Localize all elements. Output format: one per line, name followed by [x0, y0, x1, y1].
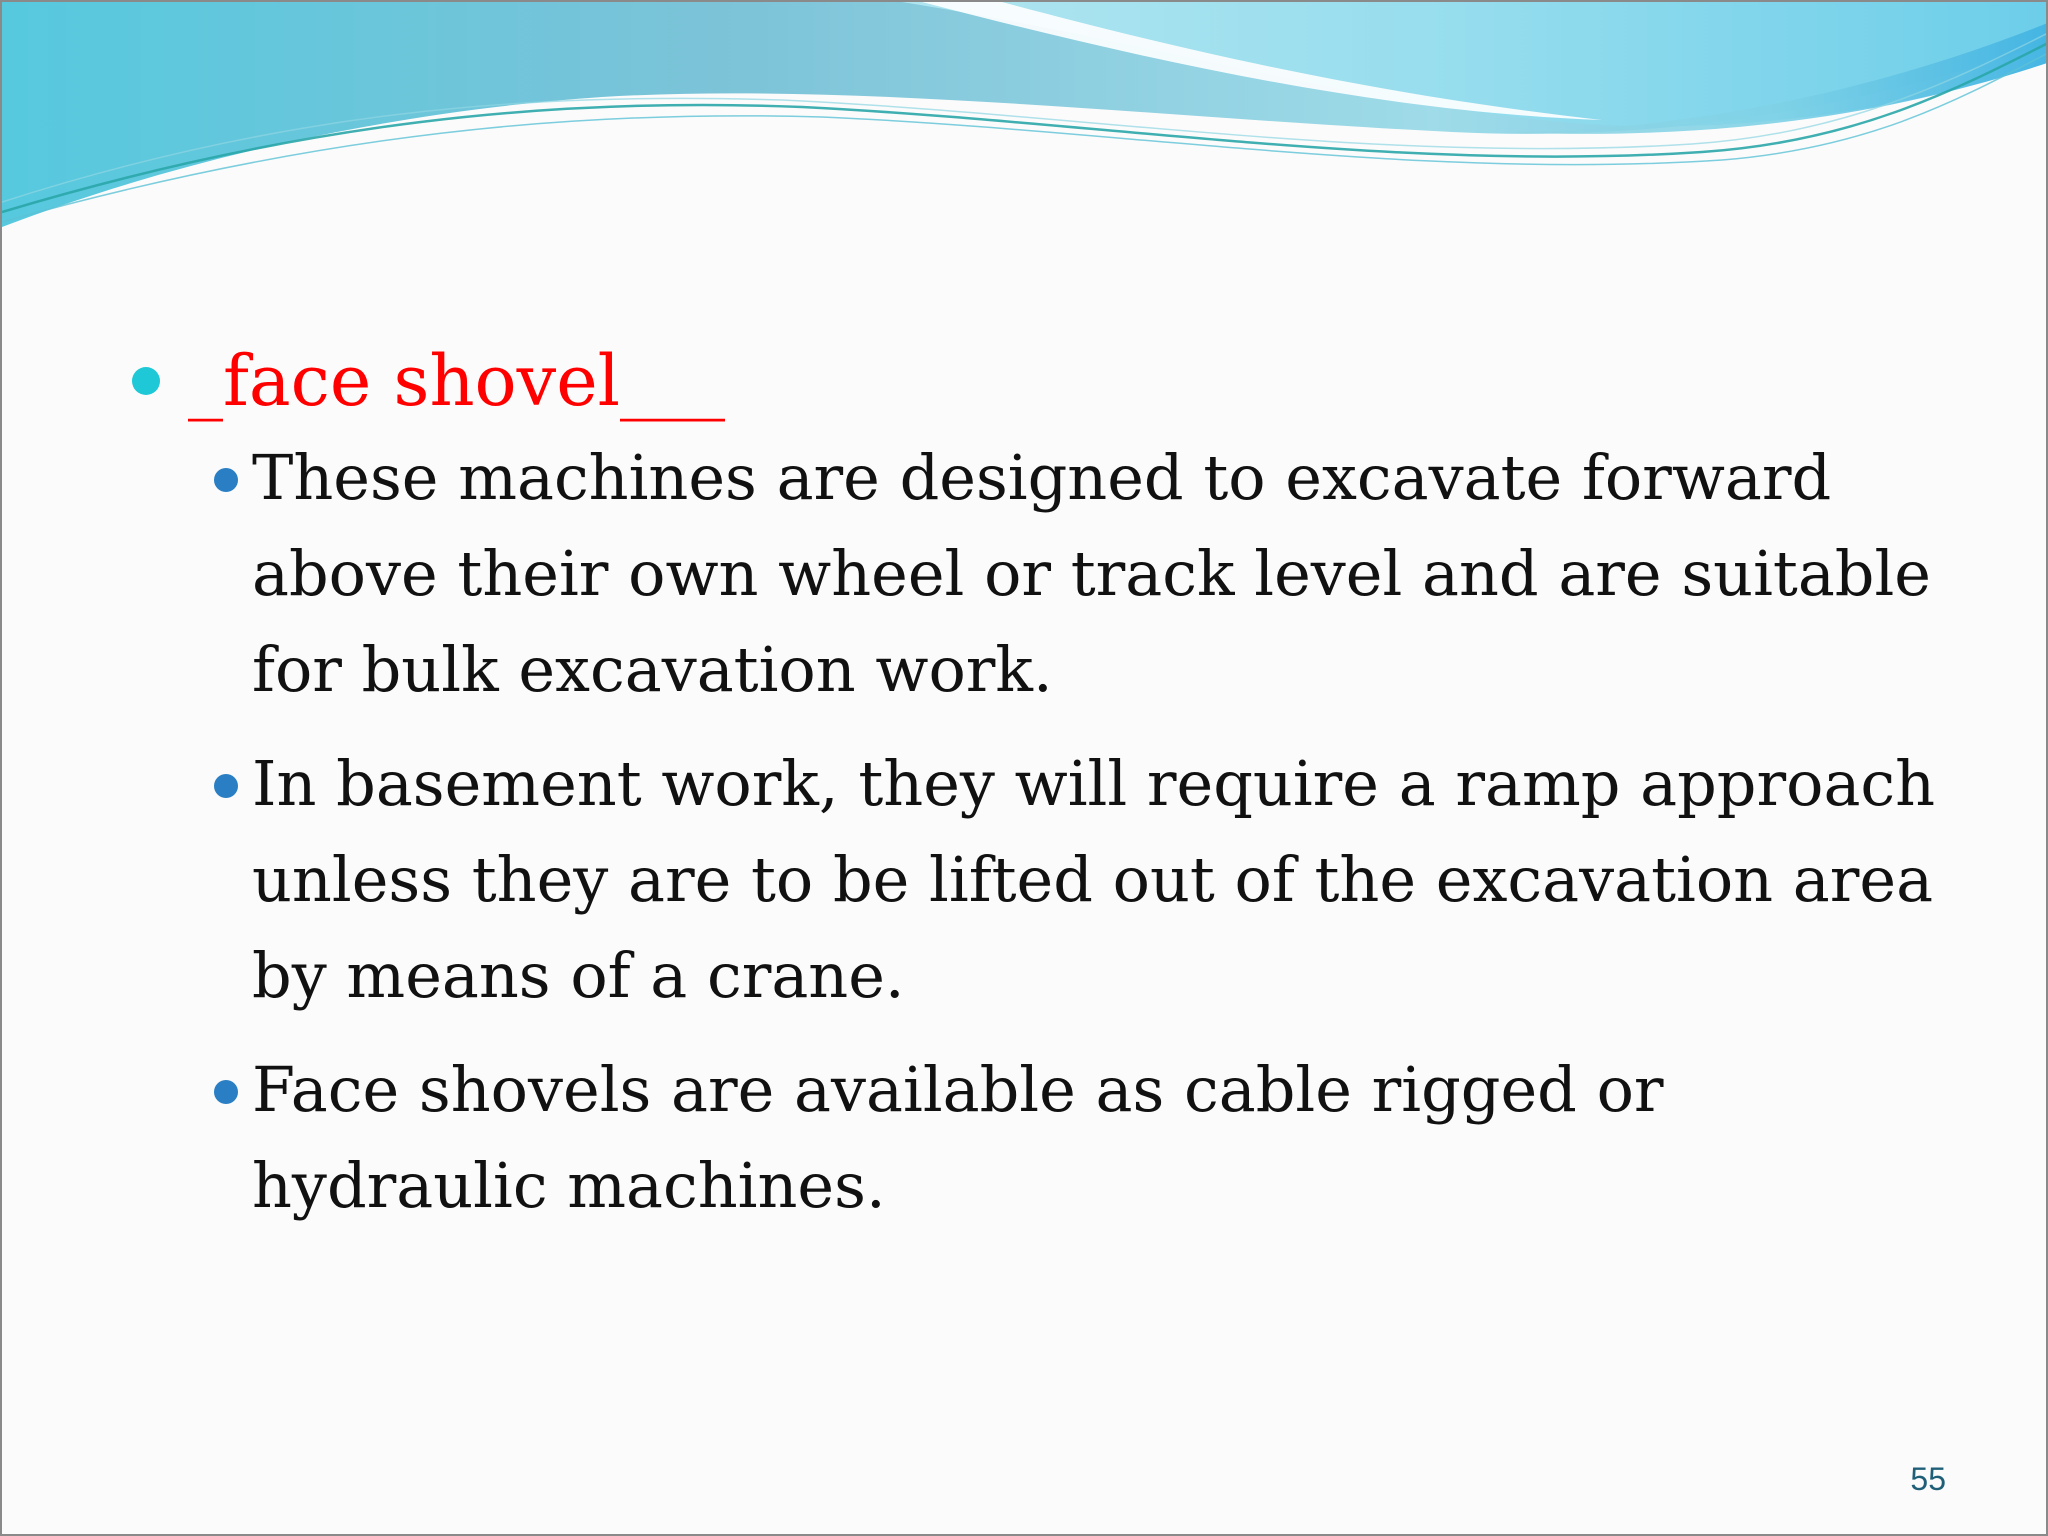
list-item — [214, 1042, 1954, 1234]
page-number: 55 — [1910, 1461, 1946, 1497]
bullet-dot-icon — [132, 367, 160, 395]
bullet-text: Face shovels are available as cable rigged or hydraulic machines. — [252, 1053, 1664, 1222]
bullet-text: These machines are designed to excavate forward above their own wheel or track level and are suitable for bulk excavation work. — [252, 441, 1931, 706]
heading-text: _face shovel___ — [188, 340, 726, 422]
slide-content — [132, 332, 1992, 1252]
bullet-dot-icon — [214, 468, 238, 492]
heading-item — [132, 332, 1992, 430]
list-item — [214, 430, 1954, 718]
header-wave-decoration — [2, 2, 2048, 242]
bullet-text: In basement work, they will require a ramp approach unless they are to be lifted out of the excavation area by means of a crane. — [252, 747, 1936, 1012]
sub-bullet-list — [214, 430, 1992, 1234]
list-item — [214, 736, 1954, 1024]
bullet-dot-icon — [214, 1080, 238, 1104]
bullet-dot-icon — [214, 774, 238, 798]
